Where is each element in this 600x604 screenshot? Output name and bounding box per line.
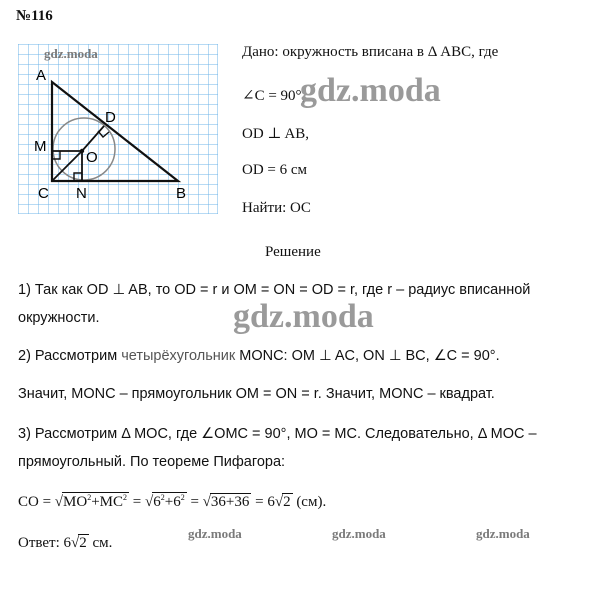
- label-m: M: [34, 138, 47, 155]
- step-1-line-2: окружности.: [18, 310, 100, 326]
- label-o: O: [86, 149, 98, 166]
- answer-six: 6: [63, 535, 72, 551]
- answer-sqrt: √2: [71, 535, 87, 551]
- sqrt-2-b-exp: 2: [180, 493, 185, 502]
- step-4-line-1: 3) Рассмотрим Δ MOC, где ∠OMC = 90°, MO = MC. Следовательно, Δ MOC –: [18, 426, 537, 442]
- formula-co: [18, 492, 326, 511]
- watermark-figure: gdz.moda: [44, 46, 98, 61]
- given-line-2: ∠C = 90°,: [242, 88, 306, 104]
- step-2-post: MONC: OM ⊥ AC, ON ⊥ BC, ∠C = 90°.: [235, 348, 500, 364]
- sqrt-1-plus: +: [91, 494, 100, 510]
- watermark-bottom-1: gdz.moda: [188, 526, 242, 541]
- point-o: [80, 149, 84, 153]
- answer-sqrt-value: 2: [79, 535, 87, 551]
- watermark-top: gdz.moda: [300, 72, 441, 109]
- sqrt-2: $√6^2+6^2$: [144, 493, 185, 510]
- formula-eq-2: =: [190, 494, 199, 510]
- answer-label: Ответ:: [18, 535, 60, 551]
- step-3: Значит, MONC – прямоугольник OM = ON = r. Значит, MONC – квадрат.: [18, 386, 495, 402]
- given-line-3: OD ⊥ AB,: [242, 126, 310, 142]
- formula-eq-3: =: [255, 494, 264, 510]
- step-2-word: четырёхугольник: [121, 348, 236, 364]
- step-2: [18, 348, 500, 364]
- sqrt-2-plus: +: [164, 494, 174, 510]
- sqrt-2-b: 6: [173, 494, 181, 510]
- solution-heading: Решение: [265, 244, 321, 260]
- sqrt-3-value: 36+36: [210, 494, 250, 510]
- formula-eq-1: =: [132, 494, 142, 510]
- sqrt-1-mo-exp: 2: [87, 493, 92, 502]
- answer-unit: см.: [92, 535, 113, 551]
- label-n: N: [76, 185, 87, 202]
- label-c: C: [38, 185, 49, 202]
- step-1-line-1: 1) Так как OD ⊥ AB, то OD = r и OM = ON = OD = r, где r – радиус вписанной: [18, 282, 531, 298]
- formula-six: 6: [267, 494, 275, 510]
- sqrt-2-a-exp: 2: [160, 493, 165, 502]
- watermark-bottom-2: gdz.moda: [332, 526, 386, 541]
- sqrt-1-mc-exp: 2: [123, 493, 128, 502]
- sqrt-1: $√MO^2+MC^2$: [54, 493, 128, 510]
- label-d: D: [105, 109, 116, 126]
- given-line-5: Найти: OC: [242, 200, 311, 216]
- step-2-pre: 2) Рассмотрим: [18, 348, 122, 364]
- sqrt-3: √36+36: [202, 494, 250, 510]
- sqrt-2-a: 6: [153, 494, 161, 510]
- answer: [18, 534, 112, 552]
- given-line-4: OD = 6 см: [242, 162, 308, 178]
- given-line-1: Дано: окружность вписана в Δ ABC, где: [242, 44, 499, 60]
- sqrt-1-mc: MC: [99, 494, 124, 510]
- label-b: B: [176, 185, 187, 202]
- watermark-middle: gdz.moda: [233, 298, 374, 335]
- formula-unit: (см).: [296, 494, 327, 510]
- watermark-bottom-3: gdz.moda: [476, 526, 530, 541]
- sqrt-1-mo: MO: [63, 494, 88, 510]
- problem-number: №116: [16, 8, 53, 24]
- step-4-line-2: прямоугольный. По теореме Пифагора:: [18, 454, 286, 470]
- formula-co-label: CO =: [18, 494, 52, 510]
- geometry-figure: [18, 44, 218, 214]
- sqrt-4: √2: [274, 494, 291, 510]
- sqrt-4-value: 2: [283, 494, 291, 510]
- label-a: A: [36, 67, 47, 84]
